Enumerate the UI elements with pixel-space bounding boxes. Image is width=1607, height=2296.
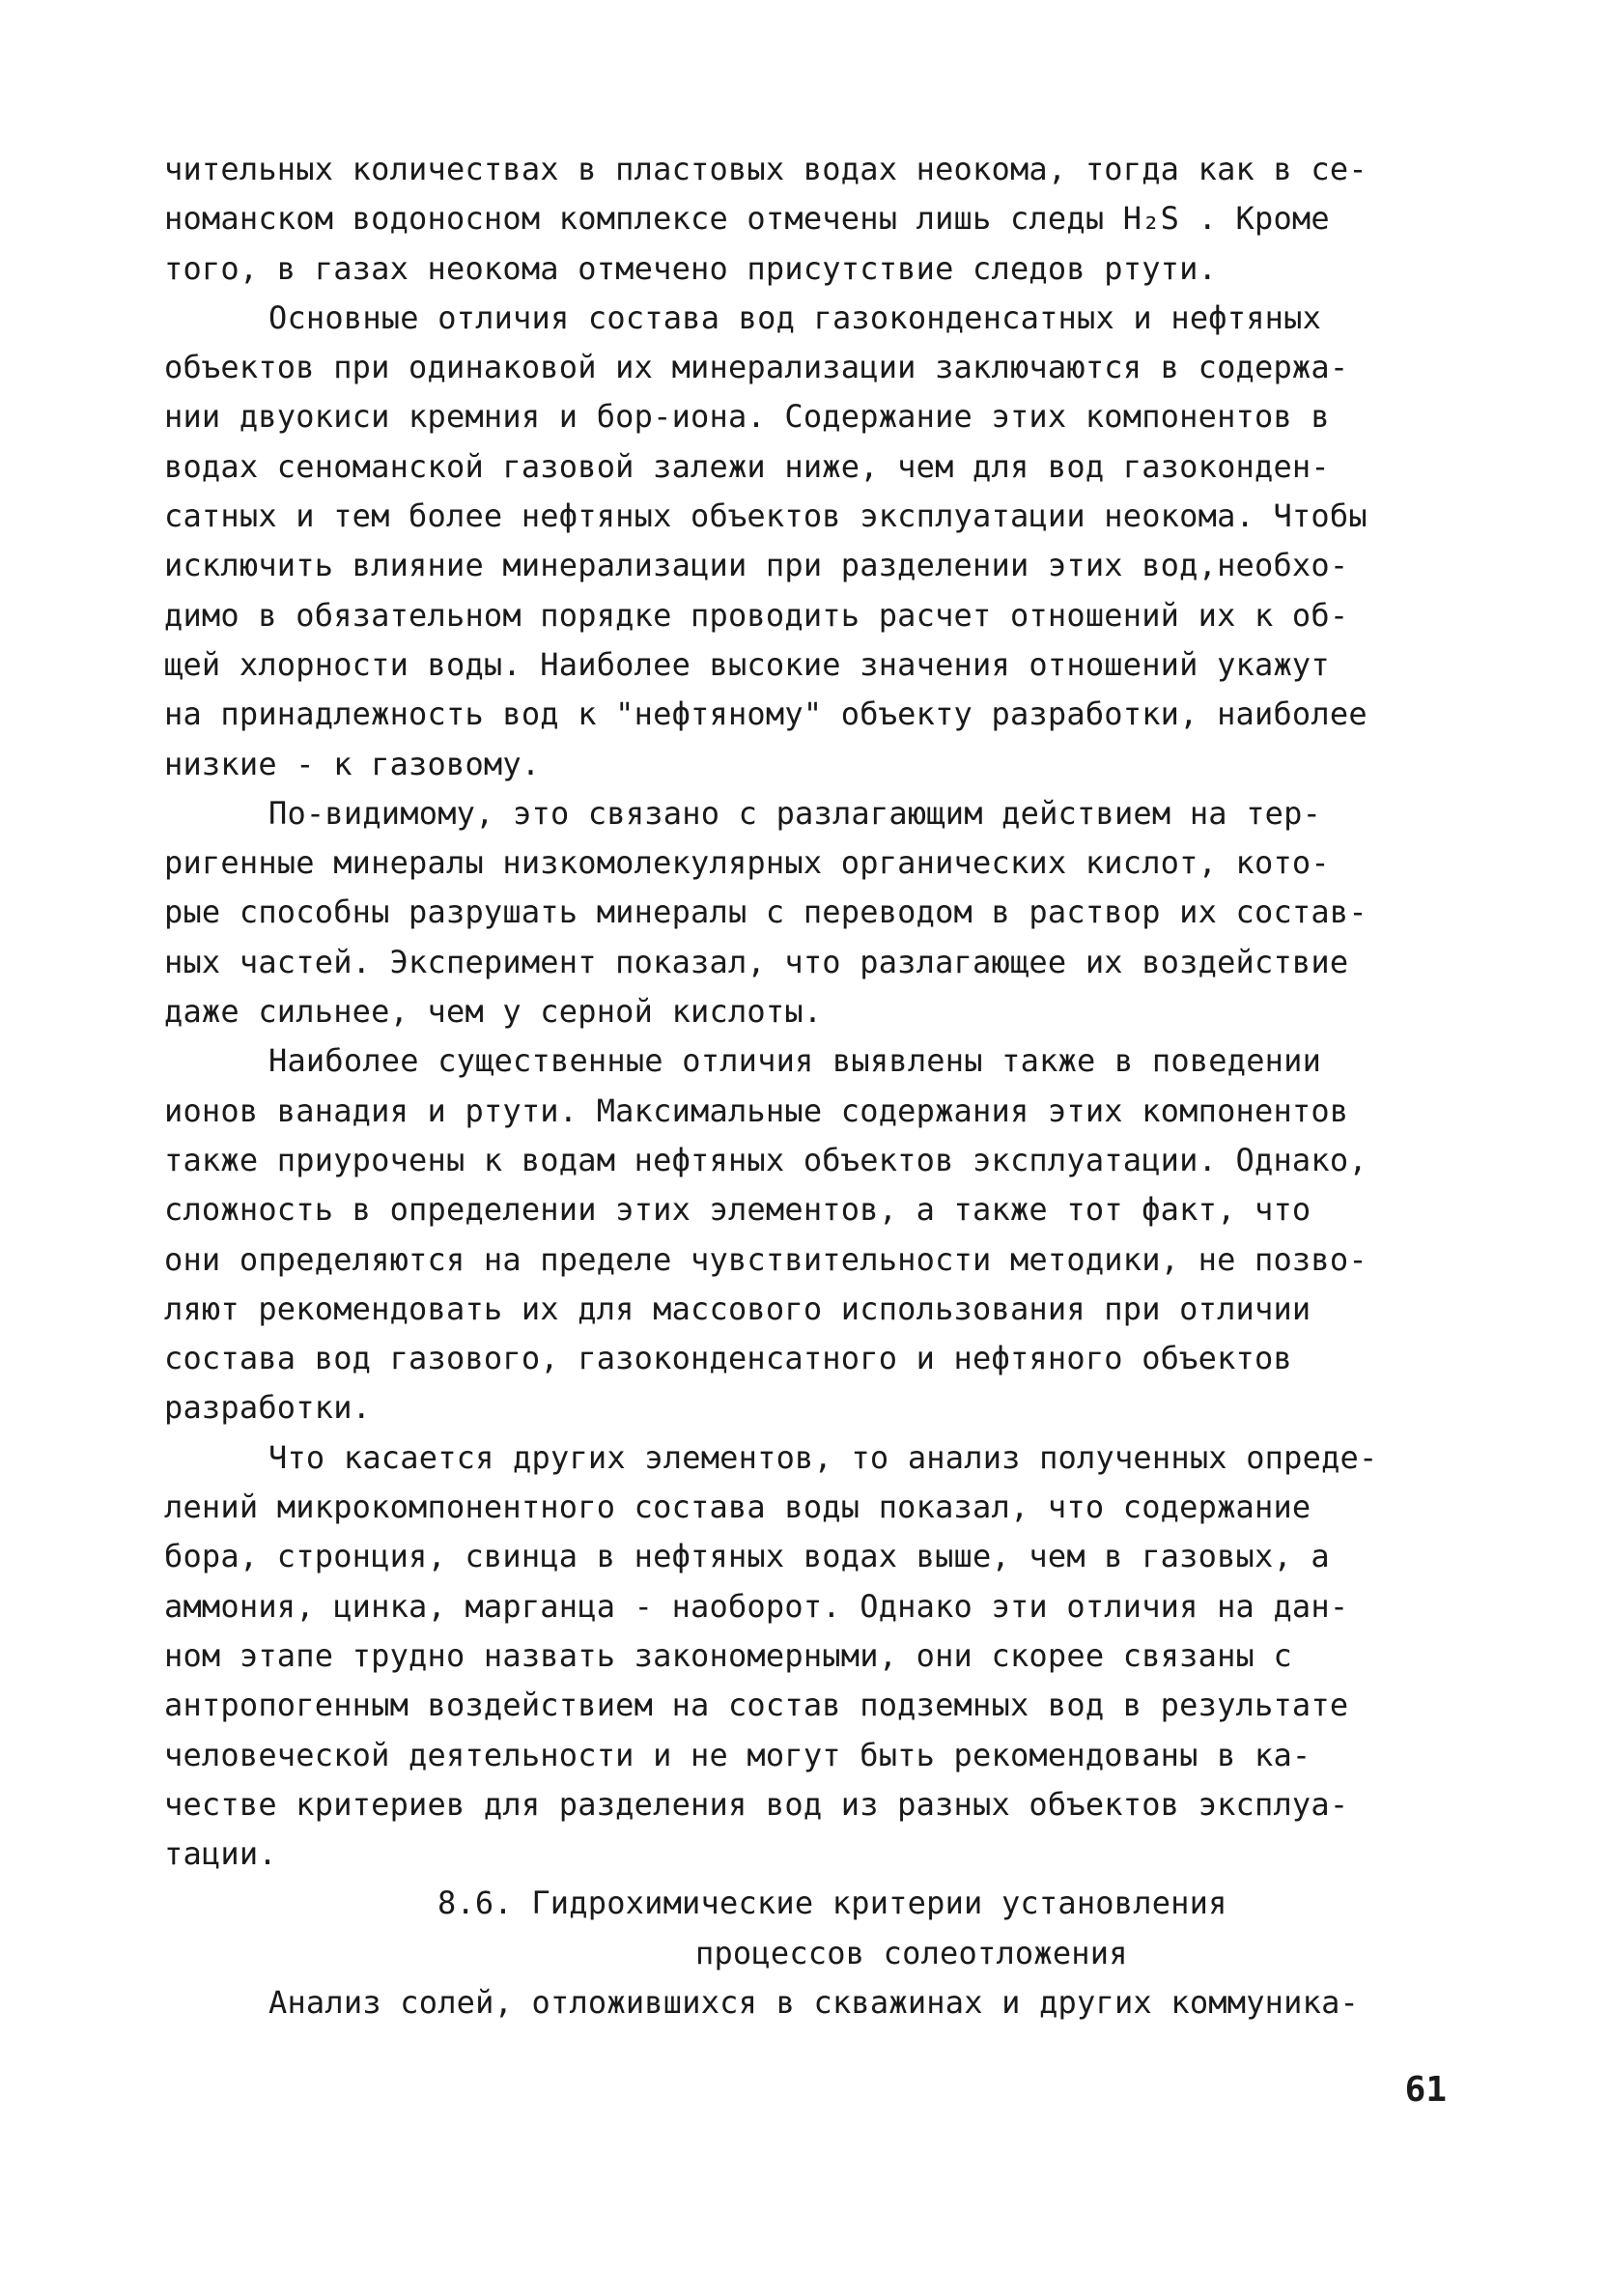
section-heading-line: процессов солеотложения [695, 1934, 1128, 1971]
text-line: лений микрокомпонентного состава воды показал, что содержание [164, 1488, 1311, 1526]
text-line: ных частей. Эксперимент показал, что разлагающее их воздействие [164, 943, 1349, 980]
text-line: разработки. [164, 1389, 372, 1427]
text-line: водах сеноманской газовой залежи ниже, чем для вод газоконден- [164, 447, 1330, 485]
paragraph-first-line: По-видимому, это связано с разлагающим действием на тер- [268, 794, 1322, 832]
text-line: состава вод газового, газоконденсатного и нефтяного объектов [164, 1340, 1292, 1377]
text-line: ном этапе трудно назвать закономерными, они скорее связаны с [164, 1636, 1292, 1674]
body-text [164, 145, 1497, 2027]
text-line: ригенные минералы низкомолекулярных органических кислот, кото- [164, 844, 1330, 882]
text-line: низкие - к газовому. [164, 745, 541, 782]
text-line: аммония, цинка, марганца - наоборот. Однако эти отличия на дан- [164, 1587, 1349, 1625]
paragraph-first-line: Основные отличия состава вод газоконденсатных и нефтяных [268, 298, 1322, 336]
text-line: даже сильнее, чем у серной кислоты. [164, 993, 823, 1031]
text-line: номанском водоносном комплексе отмечены лишь следы H₂S . Кроме [164, 200, 1330, 238]
text-line: человеческой деятельности и не могут быть рекомендованы в ка- [164, 1736, 1311, 1773]
text-line: рые способны разрушать минералы с переводом в раствор их состав- [164, 893, 1367, 931]
text-line: они определяются на пределе чувствительности методики, не позво- [164, 1240, 1367, 1278]
text-line: димо в обязательном порядке проводить расчет отношений их к об- [164, 596, 1349, 634]
paragraph-first-line: Наиболее существенные отличия выявлены также в поведении [268, 1042, 1322, 1080]
paragraph-first-line: Что касается других элементов, то анализ полученных опреде- [268, 1438, 1378, 1476]
text-line: бора, стронция, свинца в нефтяных водах выше, чем в газовых, а [164, 1538, 1330, 1575]
text-line: сложность в определении этих элементов, а также тот факт, что [164, 1191, 1311, 1229]
text-line: тации. [164, 1835, 277, 1873]
text-line: объектов при одинаковой их минерализации заключаются в содержа- [164, 349, 1349, 386]
text-line: антропогенным воздействием на состав подземных вод в результате [164, 1687, 1349, 1724]
text-line: нии двуокиси кремния и бор-иона. Содержание этих компонентов в [164, 398, 1330, 436]
text-line: честве критериев для разделения вод из разных объектов эксплуа- [164, 1785, 1349, 1823]
paragraph-first-line: Анализ солей, отложившихся в скважинах и других коммуника- [268, 1983, 1360, 2021]
text-line: того, в газах неокома отмечено присутствие следов ртути. [164, 249, 1218, 287]
text-line: щей хлорности воды. Наиболее высокие значения отношений укажут [164, 645, 1330, 683]
text-line: исключить влияние минерализации при разделении этих вод,необхо- [164, 547, 1349, 584]
text-line: ионов ванадия и ртути. Максимальные содержания этих компонентов [164, 1091, 1349, 1129]
section-heading-line: 8.6. Гидрохимические критерии установления [437, 1885, 1227, 1922]
page-number: 61 [1404, 2070, 1447, 2110]
text-line: ляют рекомендовать их для массового использования при отличии [164, 1290, 1311, 1327]
text-line: чительных количествах в пластовых водах неокома, тогда как в се- [164, 151, 1367, 187]
text-line: также приурочены к водам нефтяных объектов эксплуатации. Однако, [164, 1141, 1367, 1178]
text-line: сатных и тем более нефтяных объектов эксплуатации неокома. Чтобы [164, 497, 1367, 535]
text-line: на принадлежность вод к "нефтяному" объекту разработки, наиболее [164, 695, 1367, 733]
